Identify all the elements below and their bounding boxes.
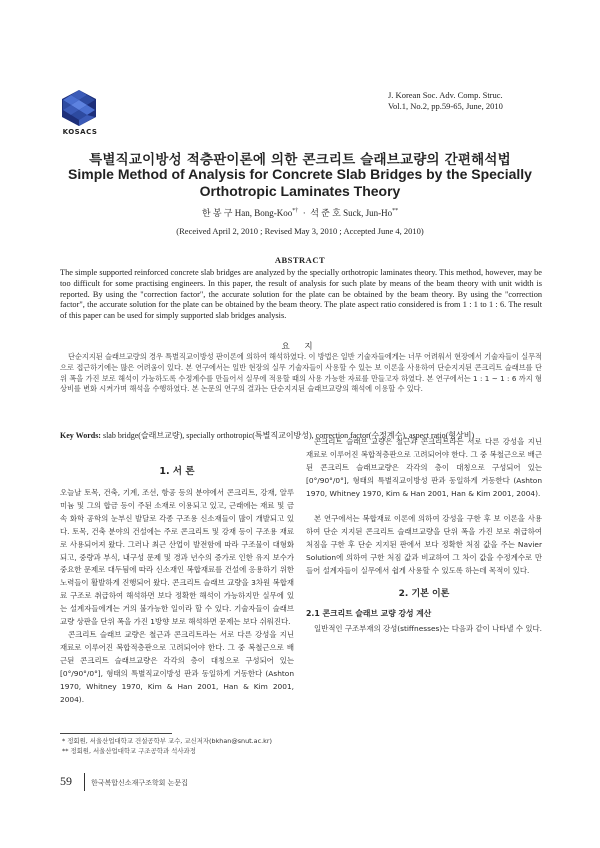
journal-line-2: Vol.1, No.2, pp.59-65, June, 2010 bbox=[388, 101, 503, 111]
author-2: 석 준 호 Suck, Jun-Ho bbox=[310, 208, 393, 218]
logo-text: KOSACS bbox=[62, 128, 98, 136]
abstract-heading: ABSTRACT bbox=[274, 255, 326, 265]
footnote-1: * 정회원, 서울산업대학교 건설공학부 교수, 교신저자(bkhan@snut.ac.kr) bbox=[62, 737, 272, 745]
author-2-mark: ** bbox=[392, 208, 399, 214]
section-1-paragraph-3: 본 연구에서는 복합재료 이론에 의하여 강성을 구한 후 보 이론을 사용하여 단순 지지된 콘크리트 슬래브교량을 단위 폭을 가진 보로 취급하여 처짐을 구한 후 단순 지지된 판에서 보다 정확한 처짐 값을 주는 Navier Solution에 의하여 구한 처짐 값과 비교하여 그 차이 값을 수정계수로 만들어 설계자들이 실무에서 쉽게 사용할 수 있도록 하는데 목적이 있다. bbox=[306, 514, 542, 575]
footer-journal-name: 한국복합신소재구조학회 논문집 bbox=[91, 779, 188, 787]
title-english bbox=[30, 166, 570, 200]
journal-line-1: J. Korean Soc. Adv. Comp. Struc. bbox=[388, 90, 503, 100]
footnote-2: ** 정회원, 서울산업대학교 구조공학과 석사과정 bbox=[62, 746, 196, 755]
footer-divider bbox=[84, 773, 85, 791]
journal-citation bbox=[388, 90, 538, 112]
section-1-heading: 1. 서 론 bbox=[159, 466, 195, 477]
author-1-mark: *† bbox=[292, 208, 299, 214]
authors bbox=[30, 206, 570, 219]
keywords-text: slab bridge(슬래브교량), specially orthotropic(특별직교이방성), correction factor(수정계수), aspect ratio(형상비) bbox=[102, 431, 475, 440]
section-1-paragraph-2-tail: 콘크리트 슬래브 교량은 철근과 콘크리트라는 서로 다른 강성을 지닌 재료로 이루어진 복합적층판으로 고려되어야 한다. 그 중 복철근으로 배근된 콘크리트 슬래브교량은 각각의 층이 대칭으로 구성되어 있는 [0°/90°/0°], 형태의 특별직교이방성 판과 동일하게 거동한다 (Ashton 1970, Whitney 1970, Kim & Han 2001, Han & Kim 2001, 2004). bbox=[306, 437, 542, 498]
right-column bbox=[306, 437, 542, 636]
footnote-rule bbox=[60, 733, 172, 734]
received-dates: (Received April 2, 2010 ; Revised May 3, 2010 ; Accepted June 4, 2010) bbox=[176, 226, 424, 236]
section-2-paragraph-1: 일반적인 구조부재의 강성(stiffnesses)는 다음과 같이 나타낼 수 있다. bbox=[314, 624, 542, 634]
section-1-paragraph-2-text: 콘크리트 슬래브 교량은 철근과 콘크리트라는 서로 다른 강성을 지닌 재료로 이루어진 복합적층판으로 고려되어야 한다. 그 중 복철근으로 배근된 콘크리트 슬래브교량은 각각의 층이 대칭으로 구성되어 있는 [0°/90°/0°], 형태의 특별직교이방성 판과 동일하게 거동한다 (Ashton 1970, Whitney 1970, Kim & Han 2001, Han & Kim 2001, 2004). bbox=[60, 629, 294, 704]
yoji-heading: 요 지 bbox=[281, 342, 319, 352]
yoji-text: 단순지지된 슬래브교량의 경우 특별직교이방성 판이론에 의하여 해석하였다. 이 방법은 일반 기술자들에게는 너무 어려워서 현장에서 기술자들이 실무적으로 접근하기에는 많은 어려움이 있다. 본 연구에서는 일반 현장의 실무 기술자들이 사용할 수 있는 보 이론을 사용하여 단순지지된 콘크리트 슬래브를 단위 폭을 가진 보로 해석이 가능하도록 수정계수를 만들어서 실무에 적용할 때의 사용 가능한 자료를 만들고자 하였다. 본 연구에서는 1 : 1 ~ 1 : 6 까지 형상비를 변화 시켜가며 해석을 수행하였다. 본 논문의 연구의 결과는 단순지지된 슬래브교량의 해석에 이용할 수 있다. bbox=[60, 352, 542, 394]
abstract-text: The simple supported reinforced concrete slab bridges are analyzed by the specially orthotropic laminates theory. This method, however, may be too difficult for some practising engineers. In this paper, the result of analysis for such plate by means of the beam theory with unit width is reported. By using the "correction factor", the accurate solution for the plate can be obtained by the beam theory. By using the "correction factor", the accurate solution for the plate can be obtained by the beam theory. The plate aspect ratio considered is from 1 : 1 to 1 : 6. The result of this paper can be used for simply supported slab bridges analysis. bbox=[60, 268, 542, 321]
section-1-paragraph-2-start bbox=[60, 629, 294, 704]
journal-logo-icon bbox=[58, 88, 100, 128]
left-column bbox=[60, 487, 294, 704]
page-number: 59 bbox=[60, 774, 72, 788]
section-1-paragraph-2-continued bbox=[306, 436, 542, 513]
keywords-label: Key Words: bbox=[60, 431, 101, 440]
title-english-line-2: Orthotropic Laminates Theory bbox=[199, 183, 401, 199]
section-2-heading: 2. 기본 이론 bbox=[398, 588, 450, 599]
author-1: 한 봉 구 Han, Bong-Koo bbox=[201, 208, 293, 218]
author-separator: · bbox=[302, 208, 306, 218]
title-korean: 특별직교이방성 적층판이론에 의한 콘크리트 슬래브교량의 간편해석법 bbox=[89, 152, 511, 168]
footnotes bbox=[62, 737, 362, 756]
title-english-line-1: Simple Method of Analysis for Concrete Slab Bridges by the Specially bbox=[68, 166, 532, 182]
section-1-paragraph-1: 오늘날 토목, 건축, 기계, 조선, 항공 등의 분야에서 콘크리트, 강재, 알루미늄 및 그의 합금 등이 주된 소재로 이용되고 있고, 근래에는 재료 및 금속 화학 공학의 눈부신 발달로 각종 구조용 신소재들이 많이 개발되고 있다. 토목, 건축 분야의 건설에는 주로 콘크리트 및 강재 등이 구조용 재료로 사용되어져 왔다. 그러나 최근 산업이 발전함에 따라 구조물이 대형화되고, 중량과 부식, 내구성 문제 및 경과 년수의 증가로 인한 유지 보수가 중요한 문제로 대두됨에 따라 신소재인 복합재료를 건설에 응용하기 위한 노력들이 활발하게 진행되어 왔다. 콘크리트 슬래브 교량을 3차원 복합재료 구조로 취급하여 해석하면 보다 정확한 해석이 가능하지만 실무에 있는 설계자들에게는 거의 불가능한 일이라 할 수 있다. 기술자들이 슬래브 교량 상판을 단위 폭을 가진 1방향 보로 해석하면 문제는 보다 쉬워진다. bbox=[60, 488, 294, 627]
section-2-1-heading: 2.1 콘크리트 슬래브 교량 강성 계산 bbox=[306, 609, 432, 619]
